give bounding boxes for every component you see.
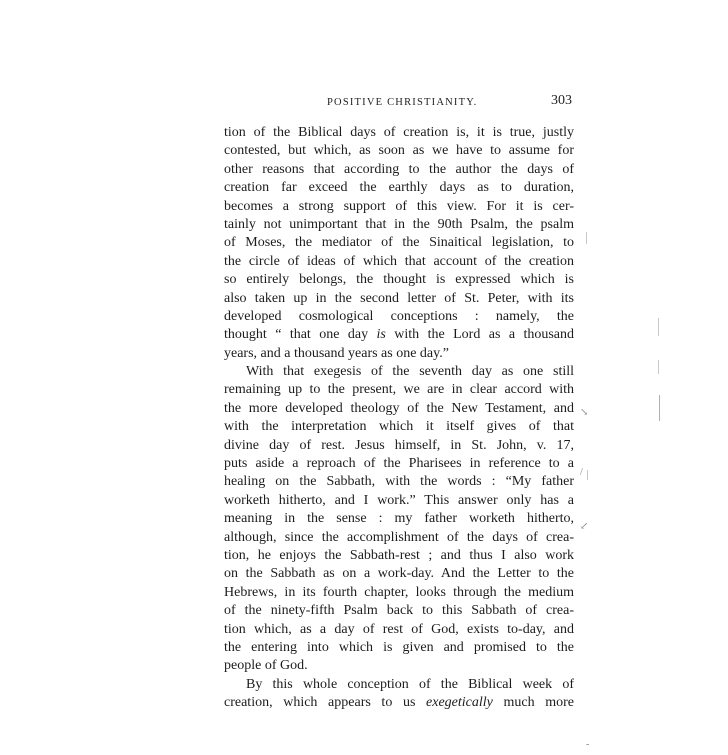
text-line: on the Sabbath as on a work-day. And the Letter to the <box>224 566 574 582</box>
paragraph-start-line: By this whole conception of the Biblical week of <box>246 676 574 692</box>
body-text <box>224 124 574 713</box>
text-line: tainly not unimportant that in the 90th Psalm, the psalm <box>224 216 574 232</box>
scan-speck: ↘ <box>580 407 589 418</box>
scan-speck: - <box>586 739 590 750</box>
text-line: years, and a thousand years as one day.” <box>224 345 449 361</box>
text-line: divine day of rest. Jesus himself, in St. John, v. 17, <box>224 437 574 453</box>
text-line: the more developed theology of the New Testament, and <box>224 400 574 416</box>
scan-mark <box>658 360 659 374</box>
text-line: tion of the Biblical days of creation is, it is true, justly <box>224 125 574 140</box>
scan-mark <box>586 232 587 244</box>
text-line: Hebrews, in its fourth chapter, looks through the medium <box>224 584 574 600</box>
scan-speck: / <box>580 467 583 478</box>
scan-mark <box>587 470 588 480</box>
text-line: tion which, as a day of rest of God, exists to-day, and <box>224 621 574 637</box>
text-line: meaning in the sense : my father worketh hitherto, <box>224 511 574 527</box>
scan-mark <box>658 318 659 336</box>
text-line: of Moses, the mediator of the Sinaitical legislation, to <box>224 235 574 251</box>
scan-mark <box>659 395 660 421</box>
text-line: becomes a strong support of this view. For it is cer- <box>224 198 574 214</box>
text-line: worketh hitherto, and I work.” This answer only has a <box>224 492 574 508</box>
text-line: of the ninety-fifth Psalm back to this Sabbath of crea- <box>224 603 574 619</box>
text-line: remaining up to the present, we are in clear accord with <box>224 382 574 398</box>
text-line: contested, but which, as soon as we have to assume for <box>224 143 574 159</box>
text-line: creation far exceed the earthly days as to duration, <box>224 180 574 196</box>
text-line: the circle of ideas of which that account of the creation <box>224 253 574 269</box>
text-line: so entirely belongs, the thought is expressed which is <box>224 272 574 288</box>
text-line: other reasons that according to the author the days of <box>224 161 574 177</box>
text-line: puts aside a reproach of the Pharisees in reference to a <box>224 456 574 472</box>
scan-speck: ↙ <box>580 521 589 532</box>
text-line: developed cosmological conceptions : namely, the <box>224 308 574 324</box>
paragraph-start-line: With that exegesis of the seventh day as one still <box>246 364 574 380</box>
text-line: with the interpretation which it itself gives of that <box>224 419 574 435</box>
text-line: thought “ that one day is with the Lord as a thousand <box>224 327 574 343</box>
text-line: although, since the accomplishment of the days of crea- <box>224 529 574 545</box>
text-line: healing on the Sabbath, with the words : “My father <box>224 474 574 490</box>
text-line: also taken up in the second letter of St. Peter, with its <box>224 290 574 306</box>
text-line: creation, which appears to us exegetically much more <box>224 695 574 711</box>
page-number: 303 <box>551 93 572 108</box>
text-line: people of God. <box>224 658 308 674</box>
text-line: tion, he enjoys the Sabbath-rest ; and thus I also work <box>224 547 574 563</box>
running-title: POSITIVE CHRISTIANITY. <box>327 97 478 108</box>
text-line: the entering into which is given and promised to the <box>224 639 574 655</box>
